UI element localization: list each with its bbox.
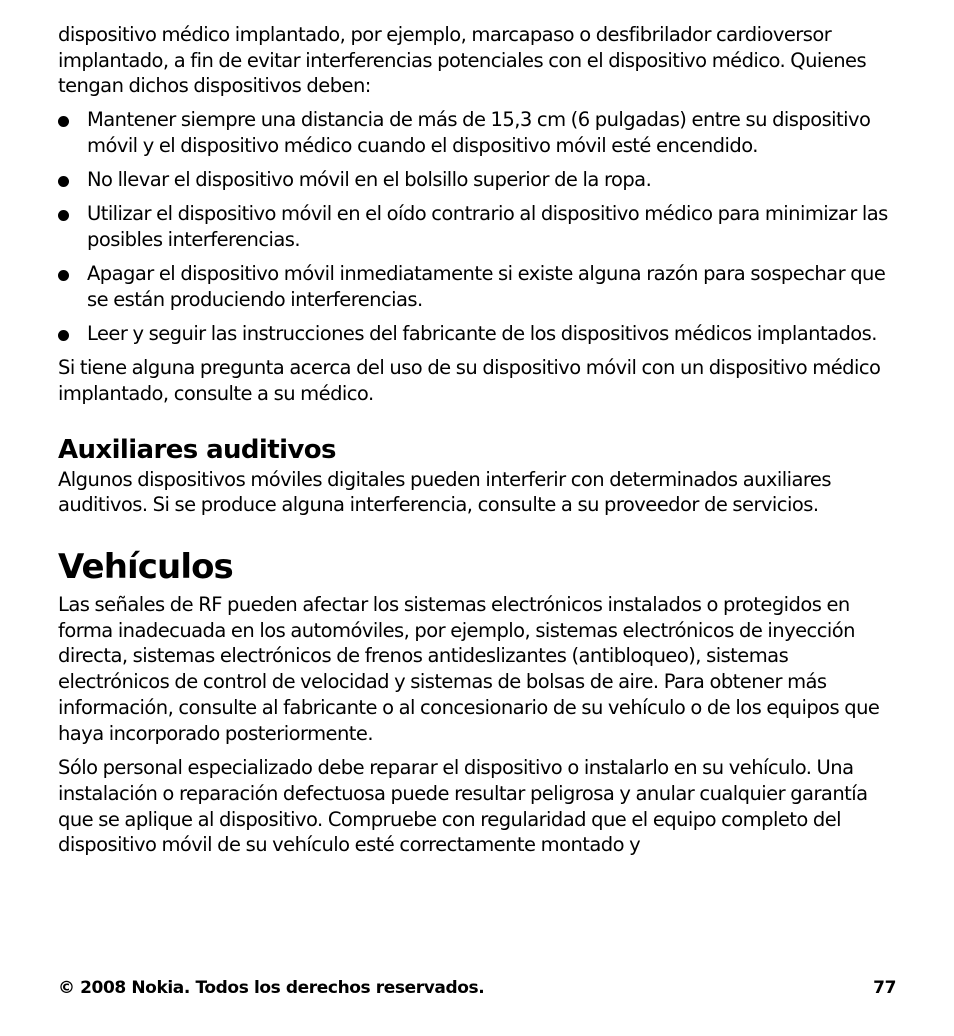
hearing-aids-text: Algunos dispositivos móviles digitales pueden interferir con determinados auxiliares auditivos. Si se produce alguna interferencia, consulte a su proveedor de servicios. bbox=[58, 467, 831, 517]
hearing-aids-heading: Auxiliares auditivos bbox=[58, 434, 336, 465]
list-item-text: Leer y seguir las instrucciones del fabricante de los dispositivos médicos implantados. bbox=[87, 322, 877, 346]
list-item-text: Utilizar el dispositivo móvil en el oído contrario al dispositivo médico para minimizar las posibles interferencias. bbox=[87, 202, 888, 251]
list-item bbox=[58, 201, 896, 252]
vehicles-paragraph-1: Las señales de RF pueden afectar los sistemas electrónicos instalados o protegidos en forma inadecuada en los automóviles, por ejemplo, sistemas electrónicos de inyección directa, sistemas electrónicos de frenos antideslizantes (antibloqueo), sistemas electrónicos de control de velocidad y sistemas de bolsas de aire. Para obtener más información, consulte al fabricante o al concesionario de su vehículo o de los equipos que haya incorporado posteriormente. bbox=[58, 593, 880, 745]
bullet-icon bbox=[58, 116, 69, 127]
page-footer bbox=[58, 978, 896, 1002]
page-content bbox=[58, 22, 896, 858]
vehicles-heading: Vehículos bbox=[58, 547, 233, 588]
closing-paragraph: Si tiene alguna pregunta acerca del uso de su dispositivo móvil con un dispositivo médico implantado, consulte a su médico. bbox=[58, 356, 881, 405]
bullet-icon bbox=[58, 176, 69, 187]
bullet-icon bbox=[58, 210, 69, 221]
vehicles-paragraph-2: Sólo personal especializado debe reparar el dispositivo o instalarlo en su vehículo. Una instalación o reparación defectuosa puede resultar peligrosa y anular cualquier garantía que se aplique al dispositivo. Compruebe con regularidad que el equipo completo del dispositivo móvil de su vehículo esté correctamente montado y bbox=[58, 756, 868, 857]
page-number: 77 bbox=[873, 978, 896, 998]
copyright-notice: © 2008 Nokia. Todos los derechos reservados. bbox=[58, 978, 485, 998]
list-item bbox=[58, 321, 896, 347]
list-item-text: No llevar el dispositivo móvil en el bolsillo superior de la ropa. bbox=[87, 168, 652, 192]
list-item-text: Mantener siempre una distancia de más de 15,3 cm (6 pulgadas) entre su dispositivo móvil y el dispositivo médico cuando el dispositivo móvil esté encendido. bbox=[87, 108, 871, 157]
bullet-icon bbox=[58, 330, 69, 341]
intro-paragraph: dispositivo médico implantado, por ejemplo, marcapaso o desfibrilador cardioversor implantado, a fin de evitar interferencias potenciales con el dispositivo médico. Quienes tengan dichos dispositivos deben: bbox=[58, 23, 867, 98]
list-item bbox=[58, 107, 896, 158]
list-item bbox=[58, 261, 896, 312]
list-item-text: Apagar el dispositivo móvil inmediatamente si existe alguna razón para sospechar que se están produciendo interferencias. bbox=[87, 262, 886, 311]
list-item bbox=[58, 167, 896, 193]
bullet-icon bbox=[58, 270, 69, 281]
precautions-list bbox=[58, 107, 896, 347]
